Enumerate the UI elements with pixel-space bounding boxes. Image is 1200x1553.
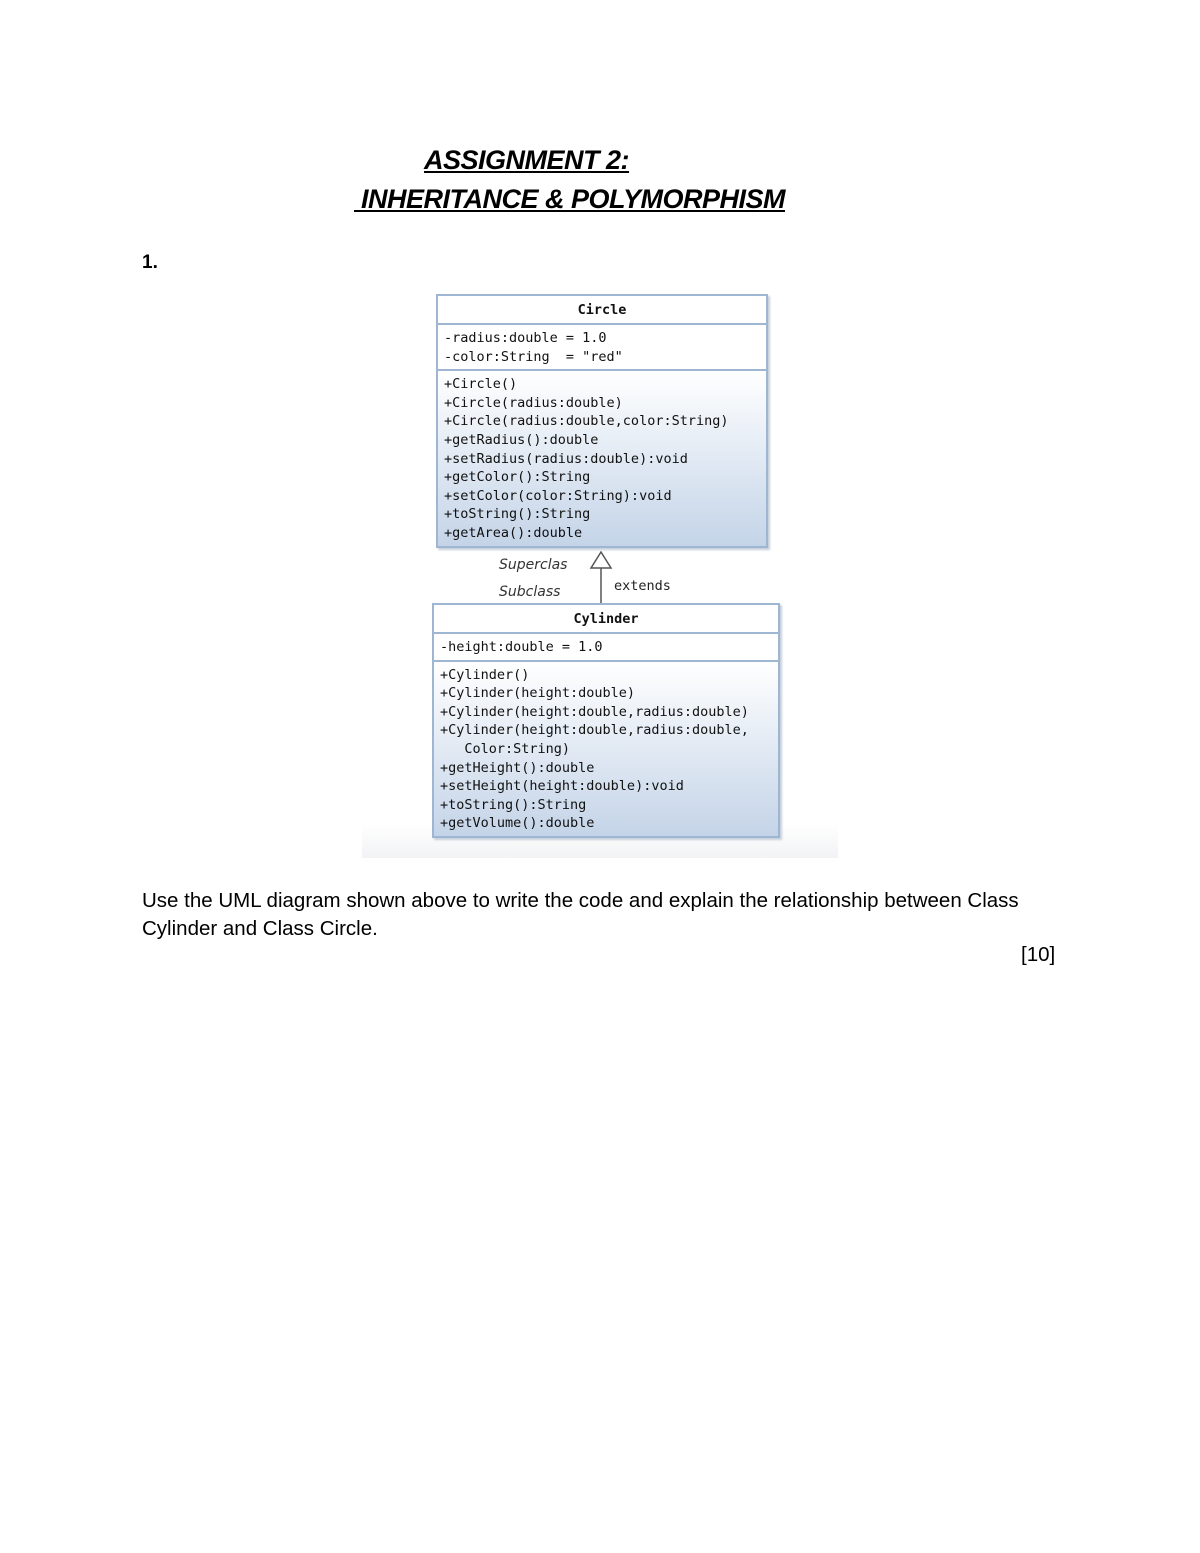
assignment-title: ASSIGNMENT 2: [424,145,630,175]
circle-attributes [438,325,766,371]
method: +setColor(color:String):void [444,487,672,504]
method: +toString():String [444,506,591,523]
method: +getHeight():double [440,759,595,776]
method: +getColor():String [444,469,591,486]
method: +Cylinder(height:double,radius:double, [440,722,749,739]
method: +setHeight(height:double):void [440,778,684,795]
method: +setRadius(radius:double):void [444,450,688,467]
assignment-subtitle: INHERITANCE & POLYMORPHISM [354,184,786,214]
inheritance-arrow-icon [586,548,618,604]
uml-class-cylinder [432,603,780,838]
method: +getRadius():double [444,431,599,448]
superclass-label: Superclas [499,557,568,573]
cylinder-attributes [434,634,778,662]
attribute: -radius:double = 1.0 [444,330,607,346]
method: +Circle(radius:double) [444,394,623,411]
question-marks: [10] [1021,943,1056,966]
method: +toString():String [440,796,587,813]
subclass-label: Subclass [499,584,561,600]
circle-methods [438,371,766,545]
uml-class-circle [436,294,768,548]
method: +getVolume():double [440,815,595,832]
cylinder-methods [434,662,778,836]
method: +Circle() [444,376,518,393]
question-text: Use the UML diagram shown above to write the code and explain the relationship between Class Cylinder and Class Circle. [142,889,1019,940]
method: +getArea():double [444,524,583,541]
class-name-circle: Circle [438,296,766,325]
extends-label: extends [614,578,671,594]
method: Color:String) [440,740,571,757]
method: +Cylinder() [440,666,530,683]
class-name-cylinder: Cylinder [434,605,778,634]
method: +Cylinder(height:double,radius:double) [440,703,749,720]
method: +Circle(radius:double,color:String) [444,413,729,430]
method: +Cylinder(height:double) [440,685,636,702]
attribute: -color:String = "red" [444,348,623,365]
attribute: -height:double = 1.0 [440,639,603,655]
question-number: 1. [142,252,158,273]
